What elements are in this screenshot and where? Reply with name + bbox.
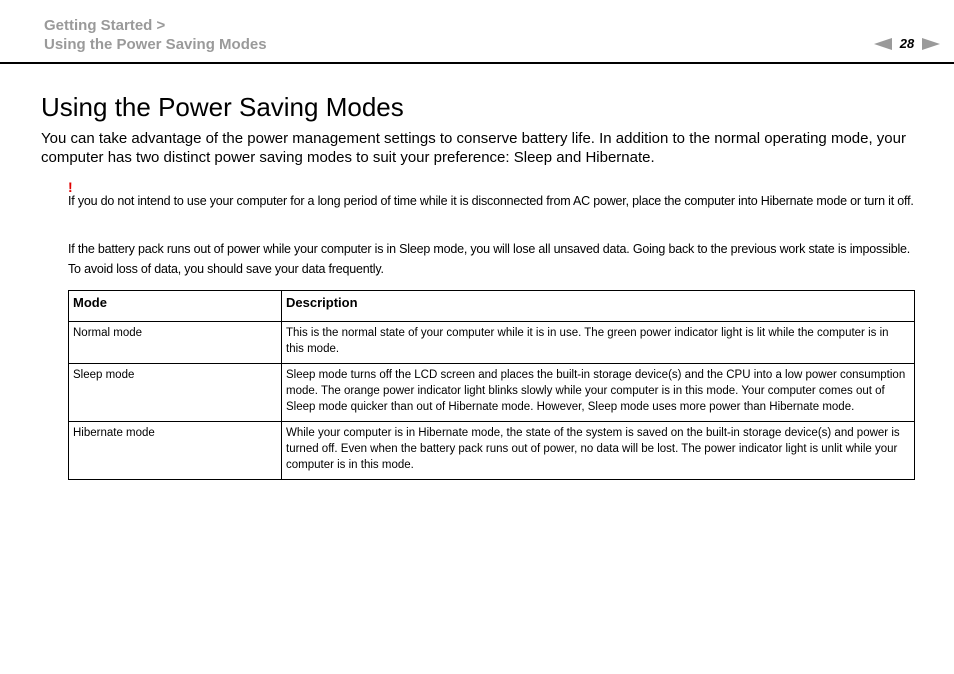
breadcrumb [44, 16, 267, 54]
note-sleep-data-loss: If the battery pack runs out of power while your computer is in Sleep mode, you will lose all unsaved data. Going back to the previous work state is impossible. To avoid loss of data, you should save your data frequently. [68, 242, 911, 276]
power-modes-table [68, 290, 915, 480]
page-number: 28 [899, 36, 915, 51]
page-title: Using the Power Saving Modes [41, 92, 404, 122]
header-divider [0, 62, 954, 64]
description-cell: This is the normal state of your computer while it is in use. The green power indicator light is lit while the computer is in this mode. [282, 322, 915, 364]
table-row [69, 422, 915, 480]
breadcrumb-page: Using the Power Saving Modes [44, 36, 267, 53]
intro-paragraph: You can take advantage of the power management settings to conserve battery life. In addition to the normal operating mode, your computer has two distinct power saving modes to suit your preference: Sleep and Hibernate. [41, 130, 906, 166]
table-row [69, 322, 915, 364]
page-navigation [874, 36, 940, 51]
arrow-left-icon[interactable] [874, 38, 892, 50]
column-header-description: Description [282, 291, 915, 322]
arrow-right-icon[interactable] [922, 38, 940, 50]
table-row [69, 364, 915, 422]
mode-cell: Normal mode [69, 322, 282, 364]
description-cell: Sleep mode turns off the LCD screen and places the built-in storage device(s) and the CPU into a low power consumption mode. The orange power indicator light blinks slowly while your computer is in this mode. Your computer comes out of Sleep mode quicker than out of Hibernate mode. However, Sleep mode uses more power than Hibernate mode. [282, 364, 915, 422]
breadcrumb-section[interactable]: Getting Started > [44, 17, 166, 34]
description-cell: While your computer is in Hibernate mode, the state of the system is saved on the built-in storage device(s) and power is turned off. Even when the battery pack runs out of power, no data will be lost. The power indicator light is unlit while your computer is in this mode. [282, 422, 915, 480]
warning-icon: ! [68, 179, 73, 195]
mode-cell: Hibernate mode [69, 422, 282, 480]
mode-cell: Sleep mode [69, 364, 282, 422]
column-header-mode: Mode [69, 291, 282, 322]
note-hibernate: If you do not intend to use your computer for a long period of time while it is disconnected from AC power, place the computer into Hibernate mode or turn it off. [68, 194, 914, 208]
table-header-row [69, 291, 915, 322]
